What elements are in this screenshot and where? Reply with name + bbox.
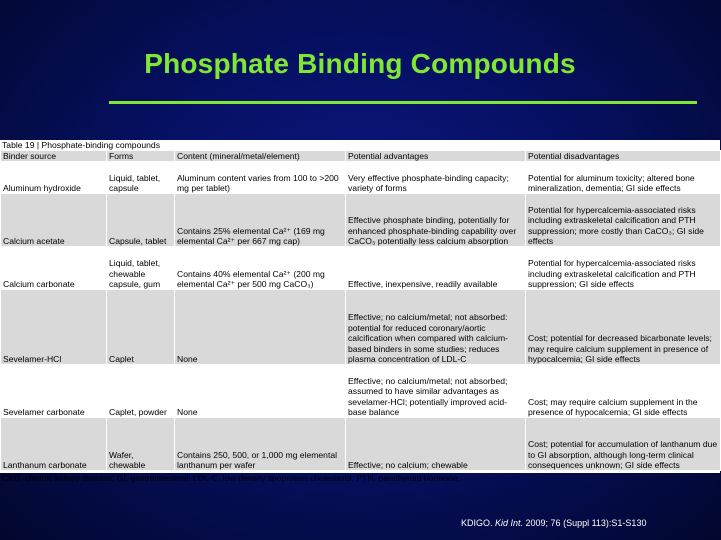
table-row [1, 194, 721, 247]
citation-prefix: KDIGO. [461, 518, 496, 528]
content-cell: None [175, 365, 346, 418]
header-forms: Forms [107, 151, 175, 162]
citation [461, 518, 646, 528]
advantages-cell: Effective; no calcium; chewable [346, 418, 526, 471]
header-disadvantages: Potential disadvantages [526, 151, 721, 162]
advantages-cell: Effective, inexpensive, readily available [346, 247, 526, 290]
content-cell: Contains 40% elemental Ca²⁺ (200 mg elemental Ca²⁺ per 500 mg CaCO₃) [175, 247, 346, 290]
advantages-cell: Effective; no calcium/metal; not absorbed: potential for reduced coronary/aortic calcification when compared with calcium-based binders in some studies; reduces plasma concentration of LDL-C [346, 290, 526, 365]
binder-source-cell: Aluminum hydroxide [1, 162, 107, 194]
disadvantages-cell: Cost; may require calcium supplement in the presence of hypocalcemia; GI side effects [526, 365, 721, 418]
slide-title: Phosphate Binding Compounds [144, 48, 576, 79]
forms-cell: Caplet [107, 290, 175, 365]
table-row [1, 247, 721, 290]
forms-cell: Caplet, powder [107, 365, 175, 418]
disadvantages-cell: Cost; potential for accumulation of lanthanum due to GI absorption, although long-term clinical consequences unknown; GI side effects [526, 418, 721, 471]
table-header-row [1, 151, 721, 162]
disadvantages-cell: Potential for aluminum toxicity; altered bone mineralization, dementia; GI side effects [526, 162, 721, 194]
advantages-cell: Very effective phosphate-binding capacity; variety of forms [346, 162, 526, 194]
header-binder-source: Binder source [1, 151, 107, 162]
disadvantages-cell: Potential for hypercalcemia-associated risks including extraskeletal calcification and PTH suppression; more costly than CaCO₃; GI side effects [526, 194, 721, 247]
header-advantages: Potential advantages [346, 151, 526, 162]
forms-cell: Capsule, tablet [107, 194, 175, 247]
citation-details: 2009; 76 (Suppl 113):S1-S130 [523, 518, 647, 528]
advantages-cell: Effective phosphate binding, potentially for enhanced phosphate-binding capability over CaCO₃ potentially less calcium absorption [346, 194, 526, 247]
table-row [1, 418, 721, 471]
disadvantages-cell: Potential for hypercalcemia-associated risks including extraskeletal calcification and PTH suppression; GI side effects [526, 247, 721, 290]
forms-cell: Liquid, tablet, capsule [107, 162, 175, 194]
binder-source-cell: Calcium acetate [1, 194, 107, 247]
table-row [1, 290, 721, 365]
content-cell: Aluminum content varies from 100 to >200 mg per tablet) [175, 162, 346, 194]
binder-source-cell: Sevelamer-HCl [1, 290, 107, 365]
phosphate-binder-table [0, 150, 721, 471]
content-cell: Contains 250, 500, or 1,000 mg elemental lanthanum per wafer [175, 418, 346, 471]
table-footnote: CKD, chronic kidney disease; GI, gastrointestinal; LDL-C, low-density lipoprotein cholesterol; PTH, parathyroid hormone. [0, 471, 720, 484]
title-underline [109, 101, 697, 104]
binder-source-cell: Sevelamer carbonate [1, 365, 107, 418]
table-caption: Table 19 | Phosphate-binding compounds [2, 140, 160, 150]
citation-journal: Kid Int. [495, 518, 524, 528]
disadvantages-cell: Cost; potential for decreased bicarbonate levels; may require calcium supplement in presence of hypocalcemia; GI side effects [526, 290, 721, 365]
content-cell: Contains 25% elemental Ca²⁺ (169 mg elemental Ca²⁺ per 667 mg cap) [175, 194, 346, 247]
binder-table-panel [0, 140, 720, 484]
binder-source-cell: Calcium carbonate [1, 247, 107, 290]
content-cell: None [175, 290, 346, 365]
forms-cell: Wafer, chewable [107, 418, 175, 471]
table-row [1, 162, 721, 194]
header-content: Content (mineral/metal/element) [175, 151, 346, 162]
table-row [1, 365, 721, 418]
forms-cell: Liquid, tablet, chewable capsule, gum [107, 247, 175, 290]
advantages-cell: Effective; no calcium/metal; not absorbed; assumed to have similar advantages as sevelamer-HCl; potentially improved acid-base balance [346, 365, 526, 418]
binder-source-cell: Lanthanum carbonate [1, 418, 107, 471]
